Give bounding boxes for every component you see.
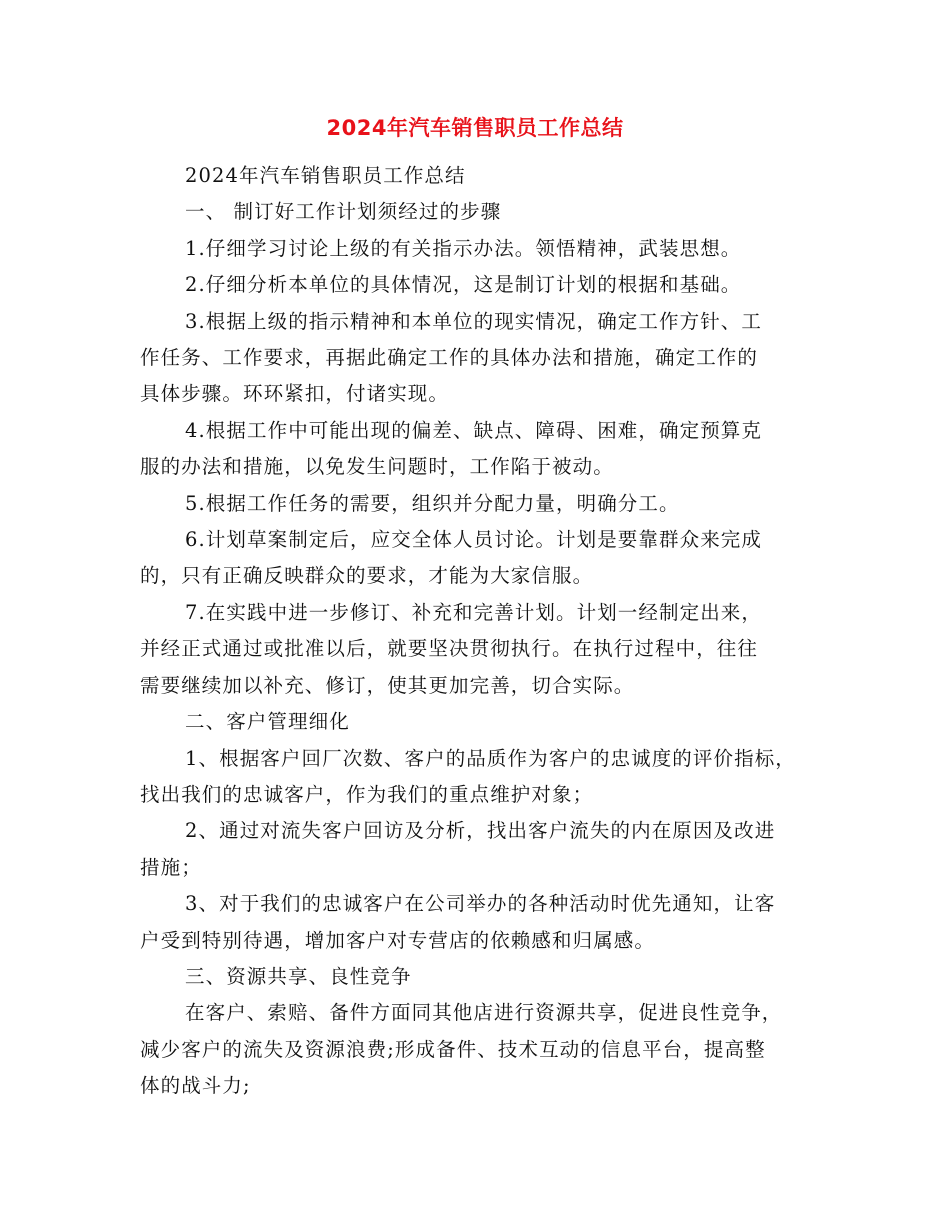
paragraph-line: 3、对于我们的忠诚客户在公司举办的各种活动时优先通知，让客 <box>185 892 776 916</box>
paragraph-line: 三、资源共享、良性竞争 <box>185 964 412 988</box>
paragraph-line: 减少客户的流失及资源浪费;形成备件、技术互动的信息平台，提高整 <box>140 1037 766 1061</box>
paragraph <box>140 486 812 522</box>
paragraph-line: 6.计划草案制定后，应交全体人员讨论。计划是要靠群众来完成 <box>185 528 763 552</box>
paragraph <box>140 959 812 995</box>
paragraph-line: 并经正式通过或批准以后，就要坚决贯彻执行。在执行过程中，往往 <box>140 637 759 661</box>
paragraph <box>140 595 812 704</box>
paragraph-line: 1、根据客户回厂次数、客户的品质作为客户的忠诚度的评价指标， <box>185 746 796 770</box>
document-body <box>140 158 812 1105</box>
document-title: 2024年汽车销售职员工作总结 <box>326 116 624 140</box>
paragraph <box>140 413 812 486</box>
paragraph <box>140 704 812 740</box>
paragraph-line: 一、 制订好工作计划须经过的步骤 <box>185 200 502 224</box>
paragraph <box>140 267 812 303</box>
paragraph-line: 1.仔细学习讨论上级的有关指示办法。领悟精神，武装思想。 <box>185 236 742 260</box>
paragraph <box>140 194 812 230</box>
paragraph <box>140 158 812 194</box>
paragraph-line: 在客户、索赔、备件方面同其他店进行资源共享，促进良性竞争， <box>185 1001 783 1025</box>
paragraph-line: 作任务、工作要求，再据此确定工作的具体办法和措施，确定工作的 <box>140 346 759 370</box>
paragraph <box>140 741 812 814</box>
paragraph-line: 5.根据工作任务的需要，组织并分配力量，明确分工。 <box>185 491 680 515</box>
paragraph-line: 找出我们的忠诚客户，作为我们的重点维护对象； <box>140 782 594 806</box>
paragraph-line: 具体步骤。环环紧扣，付诸实现。 <box>140 382 450 406</box>
paragraph-line: 需要继续加以补充、修订，使其更加完善，切合实际。 <box>140 673 635 697</box>
paragraph-line: 4.根据工作中可能出现的偏差、缺点、障碍、困难，确定预算克 <box>185 418 763 442</box>
paragraph <box>140 886 812 959</box>
paragraph <box>140 231 812 267</box>
paragraph <box>140 813 812 886</box>
paragraph-line: 3.根据上级的指示精神和本单位的现实情况，确定工作方针、工 <box>185 309 763 333</box>
paragraph-line: 2024年汽车销售职员工作总结 <box>185 164 466 187</box>
paragraph-line: 2.仔细分析本单位的具体情况，这是制订计划的根据和基础。 <box>185 273 742 297</box>
paragraph-line: 措施； <box>140 855 202 879</box>
paragraph-line: 体的战斗力; <box>140 1074 251 1098</box>
paragraph <box>140 522 812 595</box>
paragraph <box>140 995 812 1104</box>
paragraph-line: 服的办法和措施，以免发生问题时，工作陷于被动。 <box>140 455 614 479</box>
paragraph-line: 的，只有正确反映群众的要求，才能为大家信服。 <box>140 564 594 588</box>
paragraph-line: 户受到特别待遇，增加客户对专营店的依赖感和归属感。 <box>140 928 656 952</box>
paragraph <box>140 304 812 413</box>
paragraph-line: 7.在实践中进一步修订、补充和完善计划。计划一经制定出来， <box>185 600 763 624</box>
paragraph-line: 二、客户管理细化 <box>185 710 350 734</box>
paragraph-line: 2、通过对流失客户回访及分析，找出客户流失的内在原因及改进 <box>185 819 776 843</box>
